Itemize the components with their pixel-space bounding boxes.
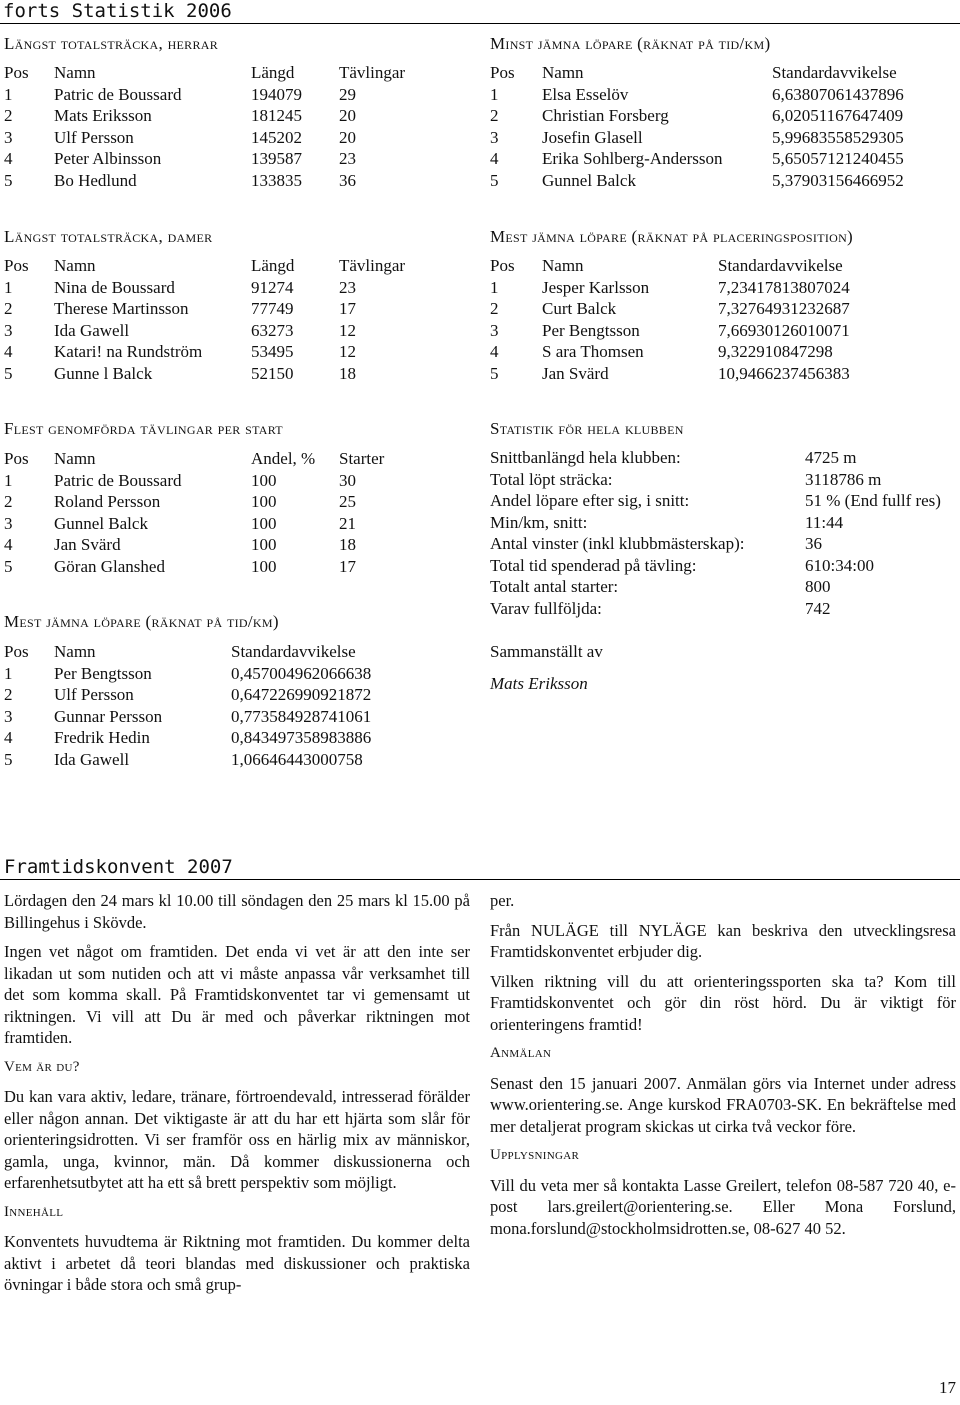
table-row (4, 663, 401, 685)
cell: 18 (339, 535, 356, 555)
cell: 0,457004962066638 (231, 663, 372, 683)
header-cell: Pos (4, 449, 29, 468)
cell: 53495 (251, 342, 294, 362)
header-cell: Pos (4, 256, 29, 275)
cell: Ulf Persson (54, 127, 134, 147)
cell: 100 (251, 470, 277, 490)
cell: 0,773584928741061 (231, 706, 372, 726)
club-stat-value: 800 (805, 577, 831, 596)
page-header-title: forts Statistik 2006 (3, 0, 232, 22)
cell: Bo Hedlund (54, 170, 137, 190)
cell: 4 (4, 342, 13, 362)
cell: 6,02051167647409 (772, 106, 904, 126)
cell: Jan Svärd (542, 363, 609, 383)
table-row (4, 749, 401, 771)
cell: 100 (251, 535, 277, 555)
header-cell: Längd (251, 63, 295, 82)
cell: 5 (4, 556, 13, 576)
table-body (4, 255, 429, 385)
article-paragraph: Vill du veta mer så kontakta Lasse Greilert, telefon 08-587 720 40, e-post lars.greilert@orientering.se. Eller Mona Forslund, mona.forslund@stockholmsidrotten.se, 08-627 40 52. (490, 1175, 956, 1238)
club-stat-label: Antal vinster (inkl klubbmästerskap): (490, 534, 745, 553)
header-cell: Pos (490, 63, 515, 82)
cell: 4 (4, 535, 13, 555)
article-paragraph: Från NULÄGE till NYLÄGE kan beskriva den utvecklingsresa Framtidskonventet erbjuder dig. (490, 920, 956, 961)
table-header-row (4, 448, 429, 470)
header-cell: Tävlingar (339, 63, 406, 82)
cell: Gunnel Balck (542, 170, 636, 190)
table-header-row (490, 62, 932, 84)
compiled-by-label: Sammanställt av (490, 642, 603, 661)
cell: 5 (4, 749, 13, 769)
section-title-longest-women: Längst totalsträcka, damer (4, 227, 213, 246)
section-title-even-placing: Mest jämna löpare (räknat på placeringsposition) (490, 227, 854, 246)
cell: Mats Eriksson (54, 106, 152, 126)
cell: 3 (4, 706, 13, 726)
table-header-row (4, 62, 429, 84)
subheading-anmalan: Anmälan (490, 1045, 552, 1061)
club-stat-label: Min/km, snitt: (490, 513, 588, 532)
header-cell: Namn (542, 63, 584, 82)
cell: 18 (339, 363, 356, 383)
table-longest-men (4, 62, 429, 192)
cell: Peter Albinsson (54, 149, 162, 169)
club-stat-label: Andel löpare efter sig, i snitt: (490, 491, 690, 510)
section-title-most-completed: Flest genomförda tävlingar per start (4, 419, 283, 438)
section-title-longest-men: Längst totalsträcka, herrar (4, 34, 219, 53)
table-row (4, 491, 429, 513)
cell: 5 (4, 363, 13, 383)
cell: 23 (339, 149, 356, 169)
table-longest-women (4, 255, 429, 385)
cell: 3 (4, 320, 13, 340)
club-stat-value: 36 (805, 534, 822, 553)
club-stat-value: 11:44 (805, 513, 844, 532)
cell: 4 (490, 149, 499, 169)
cell: Ida Gawell (54, 320, 130, 340)
club-stat-row (490, 491, 941, 511)
header-cell: Namn (54, 642, 96, 661)
table-body (4, 448, 429, 578)
cell: 1 (4, 470, 13, 490)
header-cell: Standardavvikelse (718, 256, 843, 275)
header-rule (0, 23, 960, 24)
cell: 29 (339, 84, 356, 104)
cell: Jesper Karlsson (542, 277, 650, 297)
table-row (4, 727, 401, 749)
article-paragraph: Senast den 15 januari 2007. Anmälan görs via Internet under adress www.orientering.se. Ange kurskod FRA0703-SK. En bekräftelse med mer detaljerat program skickas ut cirka två veckor före. (490, 1073, 956, 1136)
table-row (490, 298, 878, 320)
subheading-vem-ar-du: Vem är du? (4, 1058, 80, 1075)
header-cell: Namn (542, 256, 584, 275)
table-row (4, 277, 429, 299)
club-stat-row (490, 513, 844, 533)
cell: Christian Forsberg (542, 106, 669, 126)
cell: 0,843497358983886 (231, 728, 372, 748)
table-row (4, 298, 429, 320)
table-row (490, 320, 878, 342)
cell: 25 (339, 492, 356, 512)
table-row (4, 513, 429, 535)
club-stat-value: 51 % (End fullf res) (805, 491, 941, 510)
cell: Curt Balck (542, 299, 617, 319)
club-stat-label: Total löpt sträcka: (490, 470, 613, 489)
cell: 194079 (251, 84, 302, 104)
table-row (490, 84, 932, 106)
header-cell: Namn (54, 449, 96, 468)
page-number: 17 (939, 1378, 956, 1397)
cell: 100 (251, 492, 277, 512)
cell: 2 (4, 685, 13, 705)
cell: 1 (490, 84, 499, 104)
section-title-even-time: Mest jämna löpare (räknat på tid/km) (4, 612, 279, 631)
header-cell: Pos (4, 642, 29, 661)
article-paragraph: Konventets huvudtema är Riktning mot framtiden. Du kommer delta aktivt i arbetet då teori blandas med diskussioner och praktiska övningar i både stora och små grup- (4, 1232, 470, 1294)
cell: Gunne l Balck (54, 363, 153, 383)
article-title: Framtidskonvent 2007 (4, 856, 233, 878)
table-row (490, 148, 932, 170)
cell: Per Bengtsson (542, 320, 640, 340)
cell: 181245 (251, 106, 302, 126)
article-paragraph: Du kan vara aktiv, ledare, tränare, förtroendevald, intresserad förälder eller någon annan. Det viktigaste är att du har ett hjärta som slår för orienteringsidrotten. Vi ser framför oss en härlig mix av människor, gamla, unga, kvinnor, män. Då kommer diskussionerna och erfarenhetsutbytet att ha ett så brett perspektiv som möjligt. (4, 1087, 470, 1192)
cell: Therese Martinsson (54, 299, 189, 319)
cell: 30 (339, 470, 356, 490)
cell: 3 (4, 127, 13, 147)
cell: 100 (251, 556, 277, 576)
cell: 3 (490, 127, 499, 147)
club-stat-value: 742 (805, 599, 831, 618)
cell: 3 (490, 320, 499, 340)
table-even-time (4, 641, 401, 771)
table-header-row (4, 255, 429, 277)
cell: 17 (339, 299, 356, 319)
table-row (4, 105, 429, 127)
cell: Ulf Persson (54, 685, 134, 705)
table-row (4, 84, 429, 106)
article-paragraph: Vilken riktning vill du att orienteringssporten ska ta? Kom till Framtidskonventet och gör din röst hörd. Du är viktigt för orienteringens framtid! (490, 971, 956, 1034)
header-cell: Pos (4, 63, 29, 82)
cell: Roland Persson (54, 492, 161, 512)
cell: 1 (4, 663, 13, 683)
cell: 21 (339, 513, 356, 533)
cell: 2 (490, 106, 499, 126)
cell: 20 (339, 106, 356, 126)
header-cell: Standardavvikelse (772, 63, 897, 82)
cell: Patric de Boussard (54, 84, 182, 104)
cell: Erika Sohlberg-Andersson (542, 149, 723, 169)
cell: 133835 (251, 170, 302, 190)
cell: Fredrik Hedin (54, 728, 150, 748)
header-cell: Namn (54, 256, 96, 275)
cell: 5 (490, 170, 499, 190)
header-cell: Längd (251, 256, 295, 275)
cell: 10,9466237456383 (718, 363, 850, 383)
subheading-innehall: Innehåll (4, 1203, 64, 1220)
cell: 91274 (251, 277, 294, 297)
club-stat-label: Snittbanlängd hela klubben: (490, 448, 681, 467)
cell: 2 (4, 106, 13, 126)
club-stat-value: 610:34:00 (805, 556, 874, 575)
cell: 139587 (251, 149, 302, 169)
club-stat-value: 3118786 m (805, 470, 882, 489)
table-row (4, 127, 429, 149)
cell: 1 (490, 277, 499, 297)
cell: Göran Glanshed (54, 556, 165, 576)
cell: 7,66930126010071 (718, 320, 850, 340)
club-stat-value: 4725 m (805, 448, 857, 467)
subheading-upplysningar: Upplysningar (490, 1147, 580, 1163)
table-row (4, 534, 429, 556)
cell: Ida Gawell (54, 749, 130, 769)
header-cell: Pos (490, 256, 515, 275)
cell: 77749 (251, 299, 294, 319)
cell: 2 (490, 299, 499, 319)
cell: 12 (339, 320, 356, 340)
cell: Per Bengtsson (54, 663, 152, 683)
table-even-placing (490, 255, 878, 385)
cell: 145202 (251, 127, 302, 147)
table-row (4, 556, 429, 578)
header-cell: Tävlingar (339, 256, 406, 275)
club-stat-row (490, 577, 831, 597)
club-stat-row (490, 556, 874, 576)
cell: Katari! na Rundström (54, 342, 203, 362)
table-body (4, 62, 429, 192)
club-stat-row (490, 599, 831, 619)
cell: 63273 (251, 320, 294, 340)
cell: 6,63807061437896 (772, 84, 904, 104)
cell: 7,32764931232687 (718, 299, 850, 319)
table-row (4, 148, 429, 170)
table-row (4, 363, 429, 385)
table-most-completed (4, 448, 429, 578)
cell: 12 (339, 342, 356, 362)
cell: 1 (4, 84, 13, 104)
cell: 2 (4, 492, 13, 512)
club-stat-label: Totalt antal starter: (490, 577, 619, 596)
table-body (490, 62, 932, 192)
cell: 4 (4, 728, 13, 748)
article-paragraph: Lördagen den 24 mars kl 10.00 till söndagen den 25 mars kl 15.00 på Billingehus i Skövde. (4, 891, 470, 932)
table-row (4, 320, 429, 342)
cell: 0,647226990921872 (231, 685, 372, 705)
cell: 5,65057121240455 (772, 149, 904, 169)
cell: 5,99683558529305 (772, 127, 904, 147)
header-cell: Starter (339, 449, 385, 468)
table-row (490, 127, 932, 149)
header-cell: Standardavvikelse (231, 642, 356, 661)
club-stat-row (490, 448, 857, 468)
cell: 5 (490, 363, 499, 383)
cell: 1 (4, 277, 13, 297)
article-right-column (490, 890, 956, 1247)
club-stat-label: Total tid spenderad på tävling: (490, 556, 697, 575)
table-body (4, 641, 401, 771)
table-row (490, 277, 878, 299)
cell: 1,06646443000758 (231, 749, 363, 769)
table-row (490, 363, 878, 385)
cell: Patric de Boussard (54, 470, 182, 490)
cell: 9,322910847298 (718, 342, 833, 362)
table-row (4, 170, 429, 192)
cell: 4 (4, 149, 13, 169)
table-row (4, 706, 401, 728)
cell: S ara Thomsen (542, 342, 644, 362)
cell: 52150 (251, 363, 294, 383)
cell: 36 (339, 170, 356, 190)
article-left-column (4, 890, 470, 1304)
header-cell: Namn (54, 63, 96, 82)
cell: 23 (339, 277, 356, 297)
cell: 17 (339, 556, 356, 576)
table-least-even (490, 62, 932, 192)
table-body (490, 255, 878, 385)
table-row (4, 341, 429, 363)
cell: 7,23417813807024 (718, 277, 850, 297)
table-row (4, 470, 429, 492)
table-row (490, 341, 878, 363)
article-paragraph: Ingen vet något om framtiden. Det enda vi vet är att den inte ser likadan ut som nutiden och att vi måste anpassa vår verksamhet till det som komma skall. På Framtidskonventet tar vi gemensamt ut riktningen. Vi vill att Du är med och påverkar riktningen mot framtiden. (4, 942, 470, 1047)
section-title-least-even: Minst jämna löpare (räknat på tid/km) (490, 34, 771, 53)
table-row (4, 684, 401, 706)
cell: Elsa Esselöv (542, 84, 629, 104)
cell: Gunnel Balck (54, 513, 148, 533)
cell: 20 (339, 127, 356, 147)
section-title-club-stats: Statistik för hela klubben (490, 419, 684, 438)
cell: 2 (4, 299, 13, 319)
table-row (490, 105, 932, 127)
cell: 5 (4, 170, 13, 190)
club-stat-row (490, 470, 882, 490)
cell: Nina de Boussard (54, 277, 175, 297)
cell: Gunnar Persson (54, 706, 163, 726)
cell: 3 (4, 513, 13, 533)
cell: 100 (251, 513, 277, 533)
club-stat-label: Varav fullföljda: (490, 599, 602, 618)
table-header-row (490, 255, 878, 277)
article-rule (0, 879, 960, 880)
cell: 5,37903156466952 (772, 170, 904, 190)
cell: Josefin Glasell (542, 127, 643, 147)
compiled-by-name: Mats Eriksson (490, 674, 588, 693)
cell: Jan Svärd (54, 535, 121, 555)
table-row (490, 170, 932, 192)
article-paragraph: per. (490, 891, 515, 910)
header-cell: Andel, % (251, 449, 316, 468)
cell: 4 (490, 342, 499, 362)
table-header-row (4, 641, 401, 663)
club-stat-row (490, 534, 822, 554)
